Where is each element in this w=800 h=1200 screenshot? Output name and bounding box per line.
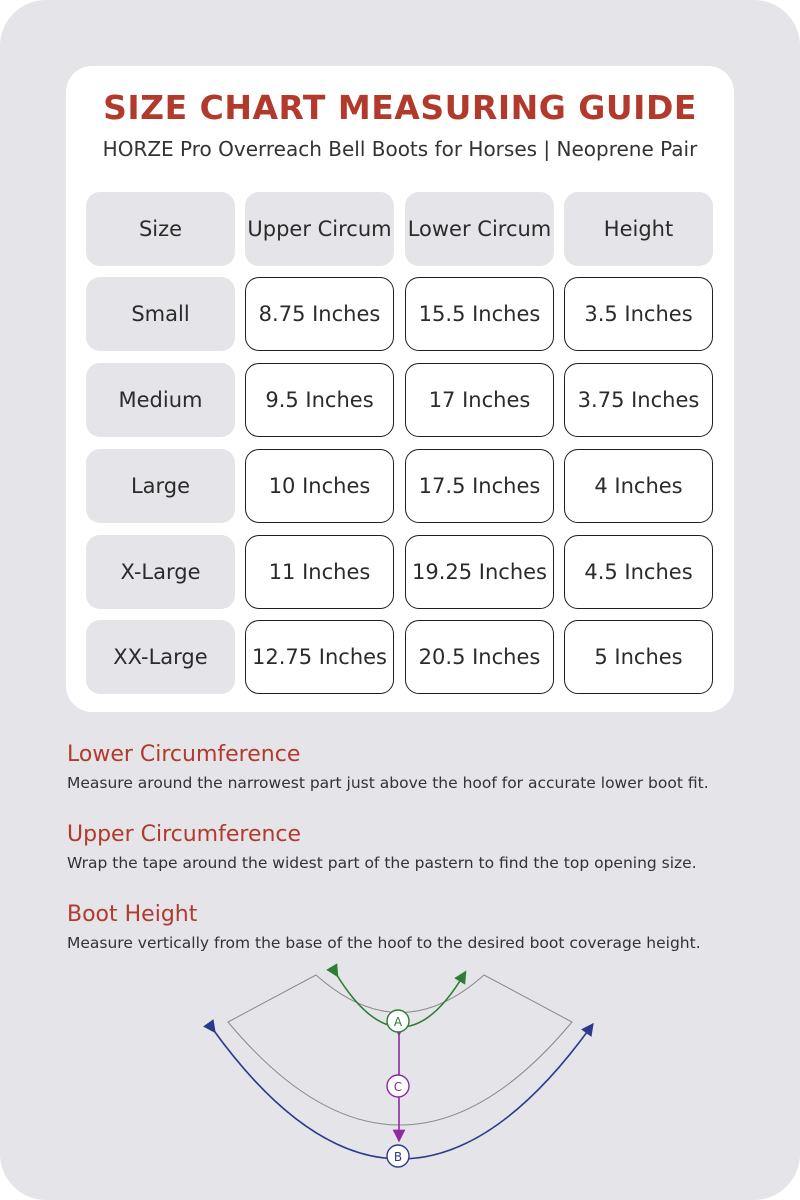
- marker-a: [387, 1010, 409, 1032]
- svg-text:C: C: [393, 1080, 403, 1094]
- svg-text:A: A: [393, 1015, 403, 1029]
- size-label-medium: Medium: [86, 363, 235, 437]
- table-cell: 11 Inches: [245, 535, 394, 609]
- table-cell: 4.5 Inches: [564, 535, 713, 609]
- table-cell: 3.75 Inches: [564, 363, 713, 437]
- column-header-height: Height: [564, 192, 713, 266]
- size-label-large: Large: [86, 449, 235, 523]
- page-subtitle: HORZE Pro Overreach Bell Boots for Horses | Neoprene Pair: [102, 137, 698, 161]
- table-cell: 10 Inches: [245, 449, 394, 523]
- upper-circumference-title: Upper Circumference: [67, 822, 302, 847]
- column-header-upper-circum: Upper Circum: [245, 192, 394, 266]
- table-cell: 8.75 Inches: [245, 277, 394, 351]
- table-cell: 3.5 Inches: [564, 277, 713, 351]
- upper-circumference-text: Wrap the tape around the widest part of the pastern to find the top opening size.: [67, 854, 697, 872]
- size-label-x-large: X-Large: [86, 535, 235, 609]
- column-header-lower-circum: Lower Circum: [405, 192, 554, 266]
- table-cell: 20.5 Inches: [405, 620, 554, 694]
- boot-height-text: Measure vertically from the base of the hoof to the desired boot coverage height.: [67, 934, 701, 952]
- marker-c: [387, 1075, 409, 1097]
- table-cell: 17 Inches: [405, 363, 554, 437]
- lower-circumference-title: Lower Circumference: [67, 742, 301, 767]
- boot-height-title: Boot Height: [67, 902, 198, 927]
- size-label-xx-large: XX-Large: [86, 620, 235, 694]
- svg-text:B: B: [393, 1150, 403, 1164]
- table-cell: 5 Inches: [564, 620, 713, 694]
- table-cell: 19.25 Inches: [405, 535, 554, 609]
- page-title: SIZE CHART MEASURING GUIDE: [103, 88, 697, 127]
- lower-circumference-text: Measure around the narrowest part just above the hoof for accurate lower boot fit.: [67, 774, 709, 792]
- table-cell: 4 Inches: [564, 449, 713, 523]
- boot-outline: [228, 975, 572, 1125]
- table-cell: 15.5 Inches: [405, 277, 554, 351]
- column-header-size: Size: [86, 192, 235, 266]
- marker-b: [387, 1145, 409, 1167]
- table-cell: 12.75 Inches: [245, 620, 394, 694]
- size-label-small: Small: [86, 277, 235, 351]
- table-cell: 17.5 Inches: [405, 449, 554, 523]
- table-cell: 9.5 Inches: [245, 363, 394, 437]
- measurement-diagram: [0, 960, 800, 1200]
